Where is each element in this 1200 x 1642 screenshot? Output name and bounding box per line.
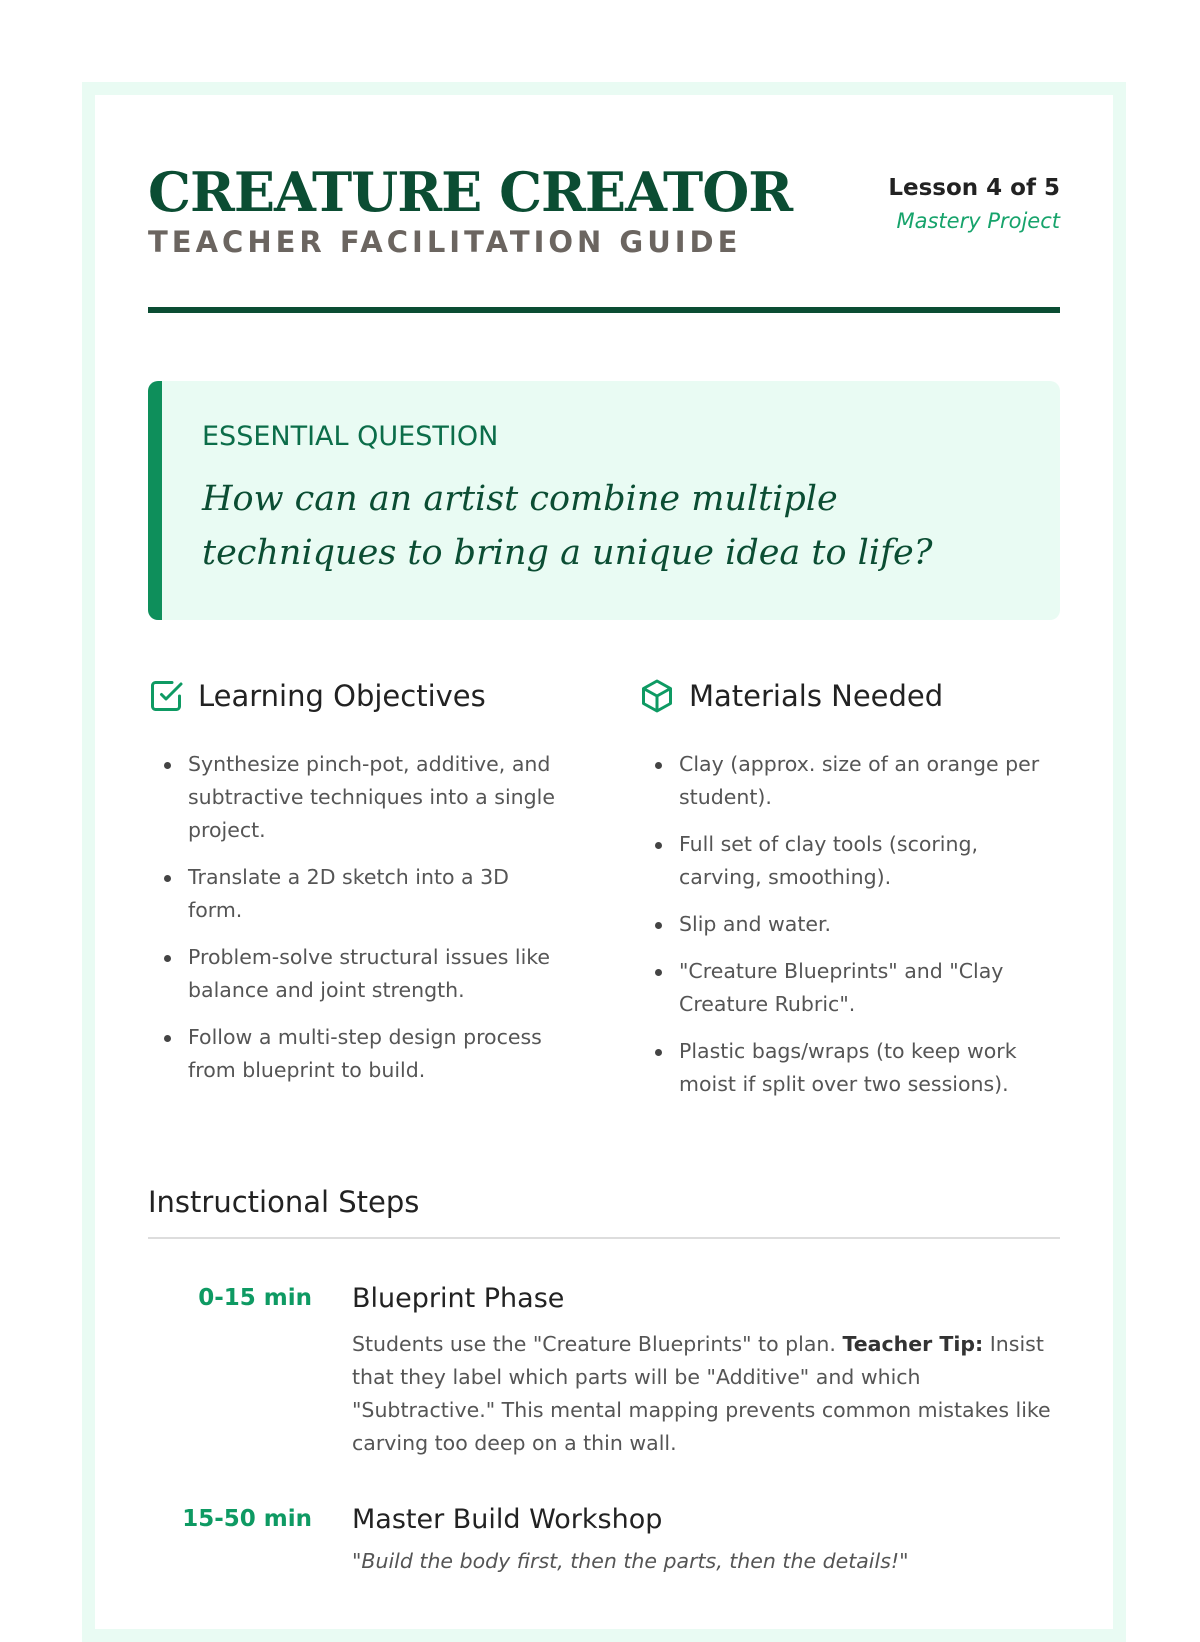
checkbox-icon xyxy=(148,678,184,714)
learning-objectives-section xyxy=(148,678,569,1115)
step-item xyxy=(148,1283,1060,1460)
lesson-type: Mastery Project xyxy=(896,209,1060,233)
page-title: CREATURE CREATOR xyxy=(148,160,793,224)
teacher-tip-label: Teacher Tip: xyxy=(842,1332,984,1356)
objective-item: Translate a 2D sketch into a 3D form. xyxy=(164,861,569,927)
steps-heading: Instructional Steps xyxy=(148,1185,1060,1239)
objective-item: Problem-solve structural issues like balance and joint strength. xyxy=(164,941,569,1007)
material-item: Plastic bags/wraps (to keep work moist if split over two sessions). xyxy=(655,1035,1060,1101)
material-item: Slip and water. xyxy=(655,908,1060,941)
essential-question-label: ESSENTIAL QUESTION xyxy=(202,421,499,452)
material-item: Full set of clay tools (scoring, carving, smoothing). xyxy=(655,828,1060,894)
step-quote: "Build the body first, then the parts, then the details!" xyxy=(352,1549,909,1573)
step-title: Master Build Workshop xyxy=(352,1504,663,1535)
header-divider xyxy=(148,307,1060,313)
page-subtitle: TEACHER FACILITATION GUIDE xyxy=(148,225,742,259)
step-text: Insist that they label which parts will be "Additive" and which "Subtractive." This mental mapping prevents common mistakes like carving too deep on a thin wall. xyxy=(352,1332,1051,1455)
step-time: 15-50 min xyxy=(182,1506,312,1532)
objective-item: Synthesize pinch-pot, additive, and subtractive techniques into a single project. xyxy=(164,748,569,847)
step-item xyxy=(148,1504,1060,1573)
cube-icon xyxy=(639,678,675,714)
objectives-heading: Learning Objectives xyxy=(198,679,486,713)
step-time: 0-15 min xyxy=(198,1285,312,1311)
material-item: "Creature Blueprints" and "Clay Creature Rubric". xyxy=(655,955,1060,1021)
material-item: Clay (approx. size of an orange per student). xyxy=(655,748,1060,814)
essential-question-text: How can an artist combine multiple techniques to bring a unique idea to life? xyxy=(202,479,933,573)
step-title: Blueprint Phase xyxy=(352,1283,565,1314)
page-frame xyxy=(82,82,1126,1642)
guide-page xyxy=(95,95,1113,1629)
header xyxy=(148,161,1060,259)
objective-item: Follow a multi-step design process from blueprint to build. xyxy=(164,1021,569,1087)
materials-section xyxy=(639,678,1060,1115)
lesson-number: Lesson 4 of 5 xyxy=(888,175,1060,201)
step-description xyxy=(352,1328,1060,1460)
step-text: Students use the "Creature Blueprints" to plan. xyxy=(352,1332,843,1356)
essential-question-box xyxy=(148,381,1060,620)
materials-heading: Materials Needed xyxy=(689,679,944,713)
